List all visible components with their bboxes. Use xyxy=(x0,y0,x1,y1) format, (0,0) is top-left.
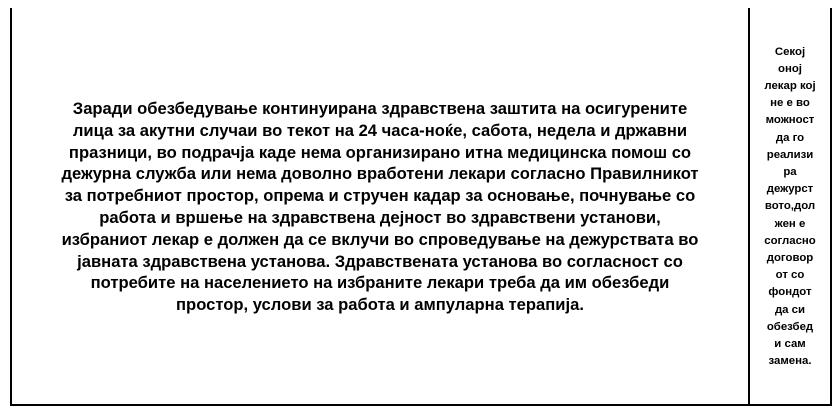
side-text-line: оној xyxy=(778,62,802,75)
side-text-line: можност xyxy=(765,114,815,127)
main-text-line: Заради обезбедување континуирана здравствена заштита на осигурените xyxy=(72,99,688,119)
side-text-cell xyxy=(752,12,828,402)
main-text-line: јавната здравствена установа. Здравствената установа во согласност со xyxy=(77,251,683,271)
side-text-line: дежурст xyxy=(766,183,814,196)
main-paragraph xyxy=(61,98,698,316)
main-text-line: избраниот лекар е должен да се вклучи во спроведување на дежурствата во xyxy=(61,229,699,249)
side-text-line: не е во xyxy=(770,97,810,110)
side-text-line: лекар кој xyxy=(764,79,816,92)
side-text-line: от со xyxy=(775,269,805,282)
main-text-line: лица за акутни случаи во текот на 24 часа-ноќе, сабота, недела и државни xyxy=(72,120,688,140)
side-paragraph xyxy=(764,44,816,371)
table-border-left xyxy=(10,8,12,406)
main-text-line: празници, во подрачја каде нема организирано итна медицинска помош со xyxy=(68,142,692,162)
main-text-line: работа и вршење на здравствена дејност во здравствени установи, xyxy=(99,208,661,227)
side-text-line: и сам xyxy=(774,338,806,351)
main-text-line: за потребниот простор, опрема и стручен кадар за основање, почнување со xyxy=(64,186,696,206)
side-text-line: согласно xyxy=(764,234,816,247)
main-text-line: потребите на населението на избраните лекари треба да им обезбеди xyxy=(90,273,670,293)
main-text-cell xyxy=(14,12,746,402)
side-text-line: Секој xyxy=(774,45,806,58)
side-text-line: фондот xyxy=(768,286,812,299)
table-border-right xyxy=(830,8,832,406)
side-text-line: жен е xyxy=(774,217,806,230)
side-text-line: ра xyxy=(783,165,797,178)
side-text-line: да си xyxy=(774,303,806,316)
side-text-line: да го xyxy=(775,131,805,144)
side-text-line: обезбед xyxy=(766,320,814,333)
side-text-line: замена. xyxy=(768,355,812,368)
side-text-line: реализи xyxy=(766,148,814,161)
side-text-line: вото,дол xyxy=(764,200,816,213)
main-text-line: дежурна служба или нема доволно вработени лекари согласно Правилникот xyxy=(61,164,699,184)
table-border-bottom xyxy=(10,404,832,406)
table-column-divider xyxy=(748,8,750,406)
main-text-line: простор, услови за работа и ампуларна терапија. xyxy=(176,295,584,315)
side-text-line: договор xyxy=(766,252,814,264)
